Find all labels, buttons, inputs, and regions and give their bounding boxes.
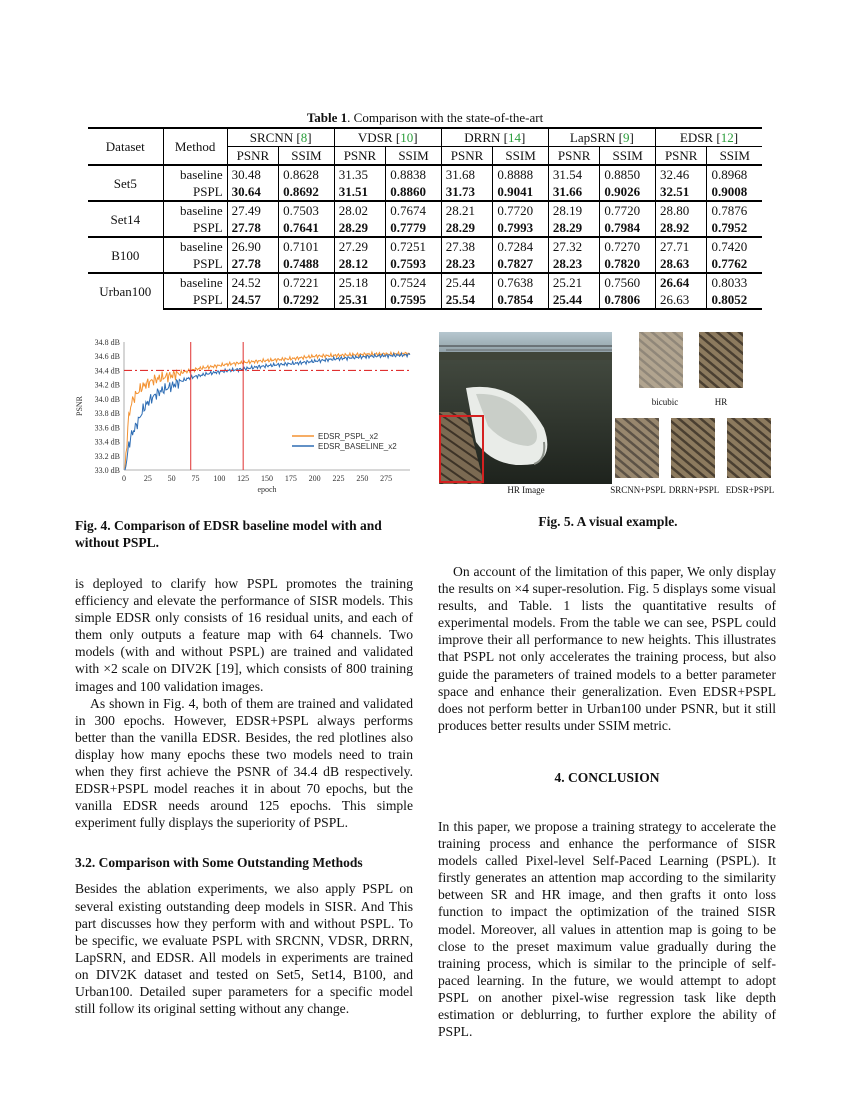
header-psnr: PSNR <box>548 147 600 166</box>
psnr-cell: 27.78 <box>227 255 279 273</box>
ssim-cell: 0.8838 <box>386 165 442 183</box>
table-row <box>88 237 762 255</box>
ssim-cell: 0.7292 <box>279 291 335 309</box>
ssim-cell: 0.9041 <box>493 183 549 201</box>
psnr-cell: 28.29 <box>548 219 600 237</box>
x-tick-label: 100 <box>213 474 226 483</box>
ssim-cell: 0.9026 <box>600 183 656 201</box>
label-bicubic: bicubic <box>651 397 679 407</box>
legend-label: EDSR_PSPL_x2 <box>318 432 379 441</box>
x-tick-label: 175 <box>284 474 297 483</box>
left-column <box>75 575 413 1017</box>
header-ssim: SSIM <box>279 147 335 166</box>
ssim-cell: 0.7720 <box>493 201 549 219</box>
label-drrn: DRRN+PSPL <box>668 485 720 495</box>
ssim-cell: 0.7593 <box>386 255 442 273</box>
fig5-visual-example <box>436 332 780 496</box>
psnr-cell: 27.71 <box>655 237 707 255</box>
section-title-3-2: 3.2. Comparison with Some Outstanding Methods <box>75 855 363 871</box>
ssim-cell: 0.7720 <box>600 201 656 219</box>
psnr-cell: 31.51 <box>334 183 386 201</box>
psnr-cell: 30.64 <box>227 183 279 201</box>
x-tick-label: 125 <box>237 474 250 483</box>
dataset-cell: Set14 <box>88 201 163 237</box>
x-tick-label: 50 <box>167 474 176 483</box>
ssim-cell: 0.8860 <box>386 183 442 201</box>
header-psnr: PSNR <box>441 147 493 166</box>
table-row <box>88 219 762 237</box>
ssim-cell: 0.7641 <box>279 219 335 237</box>
method-cell: baseline <box>163 201 227 219</box>
x-tick-label: 250 <box>356 474 369 483</box>
ssim-cell: 0.7779 <box>386 219 442 237</box>
y-tick-label: 34.6 dB <box>94 352 120 362</box>
ssim-cell: 0.7952 <box>707 219 762 237</box>
y-tick-label: 34.8 dB <box>94 338 120 347</box>
table-row <box>88 255 762 273</box>
dataset-cell: Urban100 <box>88 273 163 309</box>
psnr-cell: 28.19 <box>548 201 600 219</box>
y-tick-label: 33.4 dB <box>94 437 120 447</box>
psnr-cell: 27.32 <box>548 237 600 255</box>
right-column <box>438 563 776 1040</box>
right-para-2: In this paper, we propose a training strategy to accelerate the training process and enhance the performance of SISR models called Pixel-level Self-Paced Learning (PSPL). It firstly generates an attention map according to the similarity between SR and HR image, and then grafts it onto loss function to impact the optimization of the trained SISR model. Moreover, all values in attention map is going to be close to the preset maximum value gradually during the training process, which is similar to the principle of self-paced learning. In the future, we would attempt to adopt PSPL on another pixel-wise regression task like depth estimation or deblurring, to further explore the ability of PSPL. <box>438 818 776 1040</box>
table-caption-text: . Comparison with the state-of-the-art <box>347 110 544 125</box>
psnr-cell: 30.48 <box>227 165 279 183</box>
x-tick-label: 75 <box>191 474 200 483</box>
y-tick-label: 33.6 dB <box>94 423 120 433</box>
ssim-cell: 0.7806 <box>600 291 656 309</box>
header-model: SRCNN [8] <box>227 128 334 147</box>
ssim-cell: 0.7595 <box>386 291 442 309</box>
x-tick-label: 225 <box>332 474 345 483</box>
ssim-cell: 0.8968 <box>707 165 762 183</box>
crop-drrn <box>671 418 715 478</box>
psnr-cell: 32.51 <box>655 183 707 201</box>
ssim-cell: 0.7270 <box>600 237 656 255</box>
hr-image <box>439 332 612 484</box>
header-psnr: PSNR <box>334 147 386 166</box>
series-line-EDSR_PSPL_x2 <box>125 352 410 469</box>
ssim-cell: 0.8052 <box>707 291 762 309</box>
label-hr-image: HR Image <box>507 485 545 495</box>
ssim-cell: 0.7524 <box>386 273 442 291</box>
ssim-cell: 0.7674 <box>386 201 442 219</box>
psnr-cell: 26.90 <box>227 237 279 255</box>
y-tick-label: 34.0 dB <box>94 394 120 404</box>
psnr-cell: 27.29 <box>334 237 386 255</box>
psnr-cell: 24.57 <box>227 291 279 309</box>
header-ssim: SSIM <box>707 147 762 166</box>
ssim-cell: 0.7101 <box>279 237 335 255</box>
y-tick-label: 34.2 dB <box>94 380 120 390</box>
left-para-1: is deployed to clarify how PSPL promotes the training efficiency and elevate the performance of SISR models. This simple EDSR only consists of 16 residual units, and each of them only outputs a feature map with 64 channels. Two models (with and without PSPL) are trained and validated with ×2 scale on DIV2K [19], which consists of 800 training images and 100 validation images. <box>75 576 413 694</box>
psnr-cell: 31.68 <box>441 165 493 183</box>
psnr-cell: 31.54 <box>548 165 600 183</box>
y-tick-label: 33.8 dB <box>94 409 120 419</box>
label-edsr: EDSR+PSPL <box>725 485 775 495</box>
fig4-caption: Fig. 4. Comparison of EDSR baseline model with and without PSPL. <box>75 518 382 550</box>
ssim-cell: 0.9008 <box>707 183 762 201</box>
dataset-cell: Set5 <box>88 165 163 201</box>
dataset-cell: B100 <box>88 237 163 273</box>
ssim-cell: 0.8628 <box>279 165 335 183</box>
psnr-cell: 28.23 <box>441 255 493 273</box>
psnr-cell: 27.49 <box>227 201 279 219</box>
label-hr: HR <box>714 397 728 407</box>
table-row <box>88 183 762 201</box>
header-ssim: SSIM <box>600 147 656 166</box>
header-ssim: SSIM <box>386 147 442 166</box>
x-tick-label: 200 <box>308 474 321 483</box>
psnr-cell: 26.64 <box>655 273 707 291</box>
psnr-cell: 28.29 <box>441 219 493 237</box>
psnr-cell: 31.73 <box>441 183 493 201</box>
crop-edsr <box>727 418 771 478</box>
psnr-cell: 28.80 <box>655 201 707 219</box>
method-cell: PSPL <box>163 291 227 309</box>
ssim-cell: 0.8888 <box>493 165 549 183</box>
y-tick-label: 34.4 dB <box>94 366 120 376</box>
ssim-cell: 0.7876 <box>707 201 762 219</box>
header-psnr: PSNR <box>655 147 707 166</box>
ssim-cell: 0.7827 <box>493 255 549 273</box>
psnr-cell: 25.44 <box>441 273 493 291</box>
ssim-cell: 0.7638 <box>493 273 549 291</box>
legend-label: EDSR_BASELINE_x2 <box>318 442 397 451</box>
ssim-cell: 0.7993 <box>493 219 549 237</box>
psnr-cell: 32.46 <box>655 165 707 183</box>
fig5-caption: Fig. 5. A visual example. <box>538 514 678 529</box>
header-method: Method <box>163 128 227 165</box>
method-cell: baseline <box>163 273 227 291</box>
method-cell: PSPL <box>163 219 227 237</box>
psnr-cell: 25.31 <box>334 291 386 309</box>
ssim-cell: 0.7284 <box>493 237 549 255</box>
header-model: DRRN [14] <box>441 128 548 147</box>
header-ssim: SSIM <box>493 147 549 166</box>
x-axis-label: epoch <box>257 485 277 494</box>
header-model: LapSRN [9] <box>548 128 655 147</box>
header-model: EDSR [12] <box>655 128 762 147</box>
psnr-cell: 28.12 <box>334 255 386 273</box>
psnr-cell: 28.02 <box>334 201 386 219</box>
psnr-cell: 25.18 <box>334 273 386 291</box>
ssim-cell: 0.7420 <box>707 237 762 255</box>
psnr-cell: 25.21 <box>548 273 600 291</box>
method-cell: baseline <box>163 165 227 183</box>
ssim-cell: 0.7984 <box>600 219 656 237</box>
y-axis-label: PSNR <box>75 395 84 417</box>
left-para-3: Besides the ablation experiments, we also apply PSPL on several existing outstanding deep models in SISR. And This part discusses how they perform with and without PSPL. To be specific, we evaluate PSPL with SRCNN, VDSR, DRRN, LapSRN, and EDSR. All models in experiments are trained on DIV2K dataset and tested on Set5, Set14, B100, and Urban100. Detailed super parameters for a specific model still follow its original setting without any change. <box>75 881 413 1017</box>
psnr-line-chart <box>74 336 420 498</box>
ssim-cell: 0.8850 <box>600 165 656 183</box>
y-tick-label: 33.2 dB <box>94 451 120 461</box>
x-tick-label: 0 <box>122 474 126 483</box>
psnr-cell: 27.78 <box>227 219 279 237</box>
ssim-cell: 0.7221 <box>279 273 335 291</box>
psnr-cell: 28.92 <box>655 219 707 237</box>
ssim-cell: 0.7488 <box>279 255 335 273</box>
psnr-cell: 28.63 <box>655 255 707 273</box>
crop-srcnn <box>615 418 659 478</box>
label-srcnn: SRCNN+PSPL <box>610 485 666 495</box>
ssim-cell: 0.7854 <box>493 291 549 309</box>
results-table <box>88 127 762 310</box>
psnr-cell: 28.29 <box>334 219 386 237</box>
psnr-cell: 27.38 <box>441 237 493 255</box>
method-cell: PSPL <box>163 183 227 201</box>
ssim-cell: 0.7560 <box>600 273 656 291</box>
method-cell: PSPL <box>163 255 227 273</box>
section-title-conclusion: 4. CONCLUSION <box>554 769 660 785</box>
psnr-cell: 31.66 <box>548 183 600 201</box>
ssim-cell: 0.7820 <box>600 255 656 273</box>
x-tick-label: 275 <box>380 474 393 483</box>
psnr-cell: 26.63 <box>655 291 707 309</box>
right-para-1: On account of the limitation of this paper, We only display the results on ×4 super-resolution. Fig. 5 displays some visual results, and Table. 1 lists the quantitative results of experimental models. From the table we can see, PSPL could improve their all performance to new heights. This illustrates that PSPL not only accelerates the training process, but also guide the parameters of trained models to a better parameter space and enhance their generalization. Even EDSR+PSPL does not perform better in Urban100 under PSNR, but it still produces better results under SSIM metric. <box>438 564 776 733</box>
table-row <box>88 201 762 219</box>
left-para-2: As shown in Fig. 4, both of them are trained and validated in 300 epochs. However, EDSR+PSPL always performs better than the vanilla EDSR. Besides, the red plotlines also display how many epochs these two models need to train when they first achieve the PSNR of 34.4 dB respectively. EDSR+PSPL model reaches it in about 70 epochs, but the vanilla EDSR needs around 125 epochs. This simple experiment fully displays the superiority of PSPL. <box>75 695 413 831</box>
psnr-cell: 25.44 <box>548 291 600 309</box>
header-psnr: PSNR <box>227 147 279 166</box>
table-caption <box>88 110 762 126</box>
psnr-cell: 28.21 <box>441 201 493 219</box>
x-tick-label: 25 <box>143 474 152 483</box>
psnr-cell: 28.23 <box>548 255 600 273</box>
method-cell: baseline <box>163 237 227 255</box>
psnr-cell: 24.52 <box>227 273 279 291</box>
y-tick-label: 33.0 dB <box>94 466 120 475</box>
x-tick-label: 150 <box>261 474 273 483</box>
ssim-cell: 0.8692 <box>279 183 335 201</box>
crop-bicubic <box>639 332 683 388</box>
ssim-cell: 0.7503 <box>279 201 335 219</box>
header-dataset: Dataset <box>88 128 163 165</box>
psnr-cell: 25.54 <box>441 291 493 309</box>
table-row <box>88 165 762 183</box>
table-row <box>88 291 762 309</box>
crop-hr <box>699 332 743 388</box>
ssim-cell: 0.7762 <box>707 255 762 273</box>
table-row <box>88 273 762 291</box>
psnr-cell: 31.35 <box>334 165 386 183</box>
header-model: VDSR [10] <box>334 128 441 147</box>
table-caption-label: Table 1 <box>306 110 348 125</box>
ssim-cell: 0.8033 <box>707 273 762 291</box>
ssim-cell: 0.7251 <box>386 237 442 255</box>
